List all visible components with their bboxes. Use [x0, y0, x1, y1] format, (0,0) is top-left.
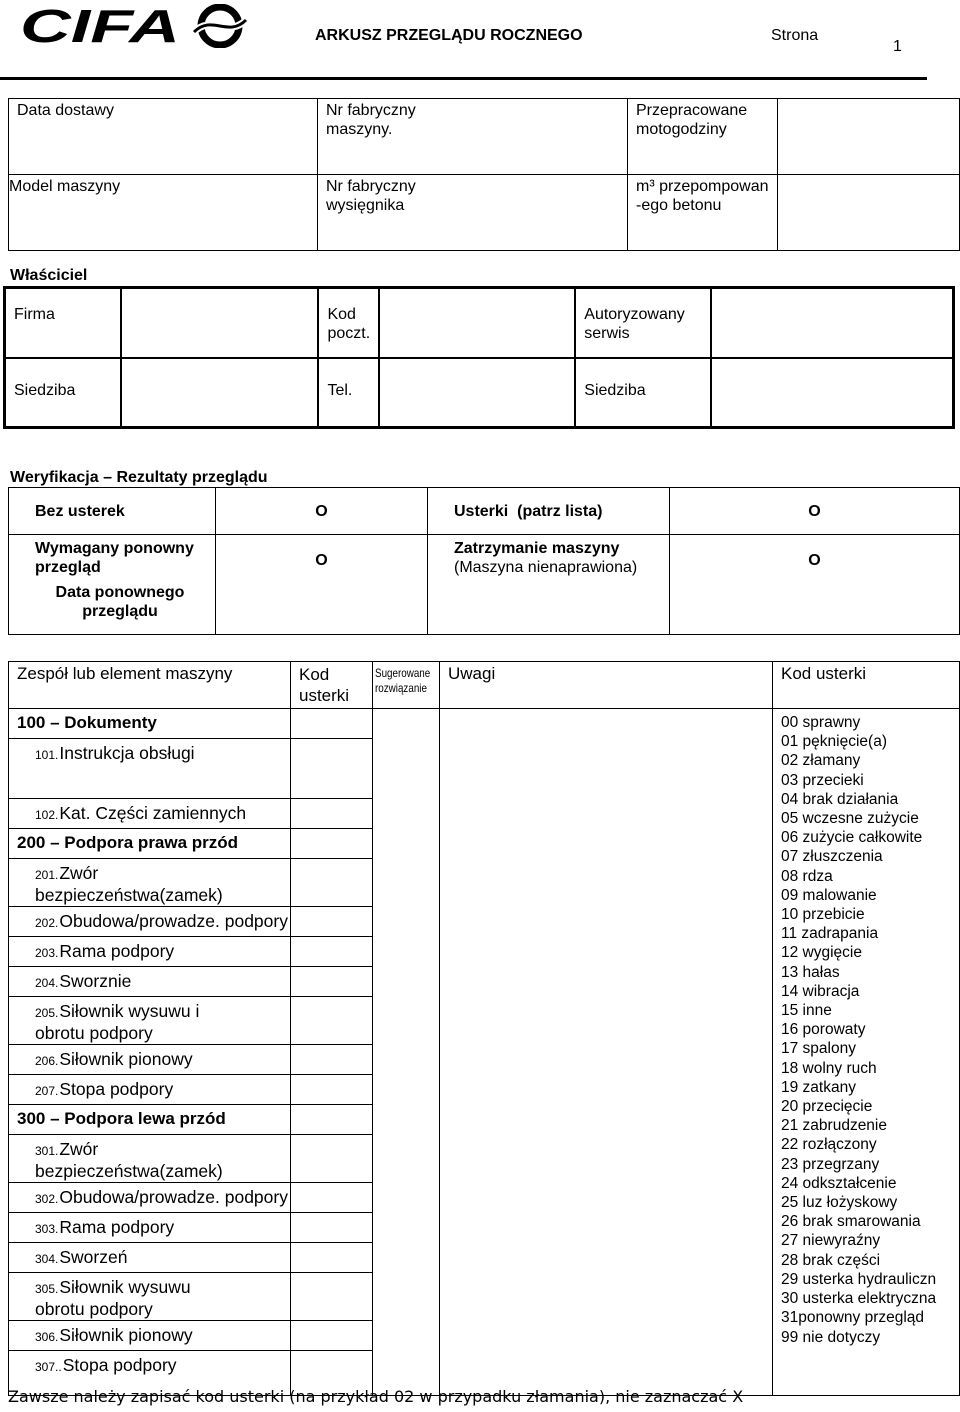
defect-code-item: 15 inne	[781, 1002, 832, 1020]
element-name	[9, 1321, 291, 1351]
element-label: Stopa podpory	[59, 1079, 174, 1099]
footer-note: Zawsze należy zapisać kod usterki (na przykład 02 w przypadku złamania), nie zaznaczać X	[8, 1387, 744, 1406]
element-label: Zwór bezpieczeństwa(zamek)	[35, 863, 223, 905]
machine-table	[8, 98, 960, 251]
element-name	[9, 799, 291, 829]
defect-code-field[interactable]	[291, 1183, 373, 1213]
element-name	[9, 967, 291, 997]
element-label: Sworzeń	[59, 1247, 128, 1267]
defect-code-item: 14 wibracja	[781, 982, 860, 1000]
defect-code-field[interactable]	[291, 799, 373, 829]
reinspection-date-label: Data ponownego przeglądu	[55, 584, 185, 620]
defect-code-item: 03 przecieki	[781, 771, 864, 789]
defect-code-item: 10 przebicie	[781, 906, 865, 924]
element-label: Stopa podpory	[62, 1355, 177, 1375]
phone-label: Tel.	[318, 358, 378, 428]
defect-code-list	[773, 709, 960, 1396]
notes-column[interactable]	[440, 709, 773, 1396]
defect-code-item: 26 brak smarowania	[781, 1213, 921, 1231]
service-seat-label: Siedziba	[575, 358, 710, 428]
defect-code-field[interactable]	[291, 1243, 373, 1273]
element-name	[9, 1045, 291, 1075]
hours-field[interactable]	[778, 99, 960, 175]
element-label: Siłownik pionowy	[59, 1049, 193, 1069]
element-number: 306.	[35, 1330, 59, 1344]
defect-code-field[interactable]	[291, 937, 373, 967]
stop-mark[interactable]: O	[670, 535, 960, 635]
element-number: 305.	[35, 1282, 59, 1296]
section-title	[9, 1105, 291, 1135]
reinspection-mark[interactable]: O	[216, 535, 428, 635]
element-label: Siłownik wysuwu obrotu podpory	[35, 1277, 191, 1319]
defect-code-item: 23 przegrzany	[781, 1155, 880, 1173]
defect-code-item: 29 usterka hydrauliczn	[781, 1270, 937, 1288]
element-name	[9, 739, 291, 799]
stop-cell	[428, 535, 670, 635]
defect-code-field[interactable]	[291, 1213, 373, 1243]
logo-emblem-icon	[194, 7, 246, 45]
defect-code-item: 16 porowaty	[781, 1021, 866, 1039]
section-label: 100 – Dokumenty	[17, 713, 157, 732]
model-label: Model maszyny	[9, 175, 318, 251]
stop-label: Zatrzymanie maszyny	[454, 540, 620, 557]
defect-code-item: 18 wolny ruch	[781, 1059, 877, 1077]
col-notes-header: Uwagi	[440, 662, 773, 709]
defect-code-field[interactable]	[291, 1045, 373, 1075]
defect-code-field[interactable]	[291, 859, 373, 907]
defect-code-item: 30 usterka elektryczna	[781, 1290, 937, 1308]
element-label: Obudowa/prowadze. podpory	[59, 911, 288, 931]
seat-label: Siedziba	[5, 358, 121, 428]
defect-code-item: 12 wygięcie	[781, 944, 862, 962]
element-number: 307..	[35, 1360, 62, 1374]
hours-label: Przepracowane motogodziny	[628, 99, 778, 175]
defect-code-field[interactable]	[291, 1273, 373, 1321]
element-name	[9, 1213, 291, 1243]
defect-code-item: 05 wczesne zużycie	[781, 810, 919, 828]
defect-code-item: 13 hałas	[781, 963, 840, 981]
defect-code-item: 20 przecięcie	[781, 1098, 873, 1116]
defect-code-item: 19 zatkany	[781, 1078, 856, 1096]
col-element-header: Zespół lub element maszyny	[9, 662, 291, 709]
page-number: 1	[893, 38, 902, 55]
element-name	[9, 1243, 291, 1273]
machine-serial-label: Nr fabryczny maszyny.	[318, 99, 628, 175]
element-number: 304.	[35, 1252, 59, 1266]
element-number: 203.	[35, 946, 59, 960]
element-label: Sworznie	[59, 971, 132, 991]
defect-code-field[interactable]	[291, 1105, 373, 1135]
defect-code-item: 21 zabrudzenie	[781, 1117, 887, 1135]
checklist-header-row	[9, 662, 960, 709]
owner-table	[3, 286, 955, 429]
defect-code-item: 01 pęknięcie(a)	[781, 733, 887, 751]
element-number: 201.	[35, 868, 59, 882]
defect-code-item: 07 złuszczenia	[781, 848, 883, 866]
checklist-table	[8, 661, 960, 1396]
element-label: Obudowa/prowadze. podpory	[59, 1187, 288, 1207]
element-name	[9, 1135, 291, 1183]
authorized-service-label: Autoryzowany serwis	[575, 288, 710, 358]
element-label: Rama podpory	[59, 941, 175, 961]
company-label: Firma	[5, 288, 121, 358]
defect-code-item: 28 brak części	[781, 1251, 881, 1269]
col-code-header: Kod usterki	[291, 662, 373, 709]
defect-code-item: 08 rdza	[781, 867, 833, 885]
company-field[interactable]	[121, 288, 319, 358]
element-label: Kat. Części zamiennych	[59, 803, 247, 823]
element-name	[9, 1075, 291, 1105]
section-row	[9, 709, 960, 739]
no-defects-label: Bez usterek	[9, 488, 216, 535]
defect-code-field[interactable]	[291, 1135, 373, 1183]
postal-code-field[interactable]	[379, 288, 576, 358]
no-defects-mark[interactable]: O	[216, 488, 428, 535]
defect-code-field[interactable]	[291, 997, 373, 1045]
defect-code-item: 06 zużycie całkowite	[781, 829, 923, 847]
element-number: 204.	[35, 976, 59, 990]
element-label: Instrukcja obsługi	[59, 743, 195, 763]
col-suggested-header: Sugerowane rozwiązanie	[375, 666, 431, 695]
element-name	[9, 1183, 291, 1213]
defects-label: Usterki (patrz lista)	[428, 488, 670, 535]
service-seat-field[interactable]	[711, 358, 954, 428]
element-name	[9, 907, 291, 937]
defect-code-field[interactable]	[291, 1321, 373, 1351]
element-number: 205.	[35, 1006, 59, 1020]
reinspection-cell	[9, 535, 216, 635]
section-title	[9, 709, 291, 739]
element-number: 101.	[35, 748, 59, 762]
defect-code-field[interactable]	[291, 829, 373, 859]
col-defect-code-header: Kod usterki	[773, 662, 960, 709]
element-number: 303.	[35, 1222, 59, 1236]
authorized-service-field[interactable]	[711, 288, 954, 358]
element-name	[9, 997, 291, 1045]
element-label: Siłownik wysuwu i obrotu podpory	[35, 1001, 200, 1043]
element-name	[9, 937, 291, 967]
verification-section-label: Weryfikacja – Rezultaty przeglądu	[10, 469, 268, 486]
defect-code-item: 11 zadrapania	[781, 925, 879, 943]
defect-code-item: 02 złamany	[781, 752, 861, 770]
defect-code-item: 09 malowanie	[781, 886, 877, 904]
defect-code-field[interactable]	[291, 1075, 373, 1105]
element-number: 206.	[35, 1054, 59, 1068]
form-title: ARKUSZ PRZEGLĄDU ROCZNEGO	[315, 27, 583, 44]
pumped-label: m³ przepompowan -ego betonu	[628, 175, 778, 251]
element-name	[9, 859, 291, 907]
section-title	[9, 829, 291, 859]
header-divider	[0, 77, 927, 80]
defect-code-item: 00 sprawny	[781, 714, 861, 731]
logo-text: CIFA	[20, 4, 180, 48]
stop-note: (Maszyna nienaprawiona)	[454, 559, 638, 576]
element-name	[9, 1273, 291, 1321]
defect-code-item: 24 odkształcenie	[781, 1174, 897, 1192]
owner-section-label: Właściciel	[10, 267, 88, 284]
element-label: Rama podpory	[59, 1217, 175, 1237]
element-number: 202.	[35, 916, 59, 930]
defect-code-field[interactable]	[291, 739, 373, 799]
section-label: 200 – Podpora prawa przód	[17, 833, 239, 852]
boom-serial-label: Nr fabryczny wysięgnika	[318, 175, 628, 251]
defect-code-field[interactable]	[291, 709, 373, 739]
seat-field[interactable]	[121, 358, 319, 428]
reinspection-label: Wymagany ponowny przegląd	[35, 540, 194, 576]
element-number: 301.	[35, 1144, 59, 1158]
element-number: 207.	[35, 1084, 59, 1098]
defect-code-item: 17 spalony	[781, 1040, 856, 1058]
pumped-field[interactable]	[778, 175, 960, 251]
phone-field[interactable]	[379, 358, 576, 428]
defect-code-item: 99 nie dotyczy	[781, 1328, 881, 1346]
element-number: 102.	[35, 808, 59, 822]
page-label: Strona	[771, 27, 819, 44]
defect-code-item: 27 niewyraźny	[781, 1232, 881, 1250]
element-number: 302.	[35, 1192, 59, 1206]
cifa-logo	[20, 4, 250, 48]
defect-code-item: 31ponowny przegląd	[781, 1309, 925, 1327]
defect-code-item: 22 rozłączony	[781, 1136, 877, 1154]
defect-code-field[interactable]	[291, 967, 373, 997]
postal-code-label: Kod poczt.	[318, 288, 378, 358]
verification-table	[8, 487, 960, 635]
defect-code-item: 25 luz łożyskowy	[781, 1194, 898, 1212]
element-label: Siłownik pionowy	[59, 1325, 193, 1345]
suggested-column[interactable]	[373, 709, 440, 1396]
defect-code-item: 04 brak działania	[781, 790, 899, 808]
element-label: Zwór bezpieczeństwa(zamek)	[35, 1139, 223, 1181]
defect-code-field[interactable]	[291, 907, 373, 937]
section-label: 300 – Podpora lewa przód	[17, 1109, 226, 1128]
delivery-date-label: Data dostawy	[9, 99, 318, 175]
defects-mark[interactable]: O	[670, 488, 960, 535]
